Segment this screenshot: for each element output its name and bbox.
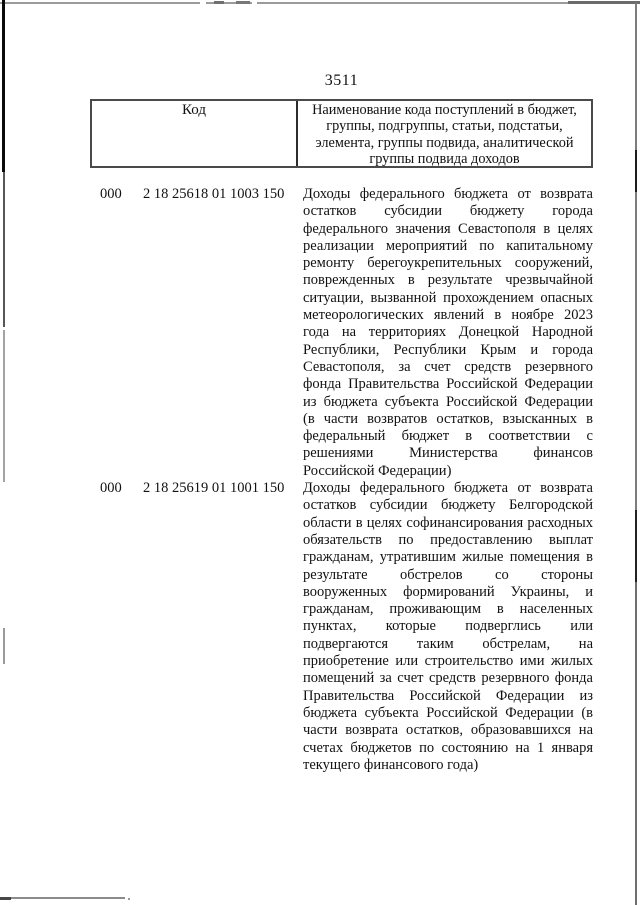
- header-cell-code: Код: [92, 101, 298, 166]
- row-admin-code: 000: [100, 480, 122, 497]
- scan-artifact-bottom-dot: [128, 898, 130, 900]
- row-budget-code: 2 18 25619 01 1001 150: [143, 480, 285, 497]
- scan-artifact-bottom-line: [0, 897, 125, 899]
- scan-artifact-right-line: [635, 3, 637, 150]
- scan-artifact-top-dash: [568, 1, 640, 4]
- scan-artifact-top-dash: [236, 1, 250, 4]
- scan-artifact-right-line: [635, 510, 637, 582]
- row-budget-code: 2 18 25618 01 1003 150: [143, 186, 285, 202]
- scan-artifact-top-gap: [200, 2, 206, 4]
- header-cell-name: Наименование кода поступлений в бюджет, группы, подгруппы, статьи, подстатьи, элемента, группы подвида, аналитической группы подвида доходов: [312, 102, 577, 168]
- scan-artifact-top-gap: [252, 2, 257, 4]
- scan-artifact-left-line: [3, 628, 5, 664]
- scan-artifact-left-line: [2, 0, 5, 172]
- scan-artifact-left-line: [3, 172, 5, 327]
- scan-artifact-right-line: [635, 192, 637, 510]
- page-number: 3511: [324, 72, 359, 89]
- scan-artifact-bottom-line: [0, 897, 11, 900]
- scan-artifact-right-line: [635, 150, 637, 192]
- row-description: Доходы федерального бюджета от возврата остатков субсидии бюджету города федерального значения Севастополя в целях реализации мероприятий по капитальному ремонту берегоукрепительных сооружений, поврежденных в результате чрезвычайной ситуации, вызванной прохождением опасных метеорологических явлений в ноябре 2023 года на территориях Донецкой Народной Республики, Республики Крым и города Севастополя, за счет средств резервного фонда Правительства Российской Федерации из бюджета субъекта Российской Федерации (в части возвратов остатков, взысканных в федеральный бюджет в соответствии с решениями Министерства финансов Российской Федерации): [303, 186, 593, 479]
- codes-table-header: [90, 99, 593, 168]
- row-admin-code: 000: [100, 186, 122, 202]
- table-row: [90, 480, 593, 774]
- codes-table-body: [90, 186, 593, 774]
- scan-artifact-left-line: [3, 330, 5, 482]
- scan-artifact-right-line: [635, 582, 637, 905]
- table-row: [90, 186, 593, 480]
- scan-artifact-top-line: [0, 2, 640, 4]
- row-description: Доходы федерального бюджета от возврата остатков субсидии бюджету Белгородской области в целях софинансирования расходных обязательств по предоставлению выплат гражданам, утратившим жилые помещения в результате обстрелов со стороны вооруженных формирований Украины, и гражданам, проживающим в населенных пунктах, которые подверглись или подвергаются таким обстрелам, на приобретение или строительство ими жилых помещений за счет средств резервного фонда Правительства Российской Федерации из бюджета субъекта Российской Федерации (в части возврата остатков, образовавшихся на счетах бюджетов по состоянию на 1 января текущего финансового года): [303, 480, 593, 773]
- scan-artifact-top-dash: [214, 1, 224, 4]
